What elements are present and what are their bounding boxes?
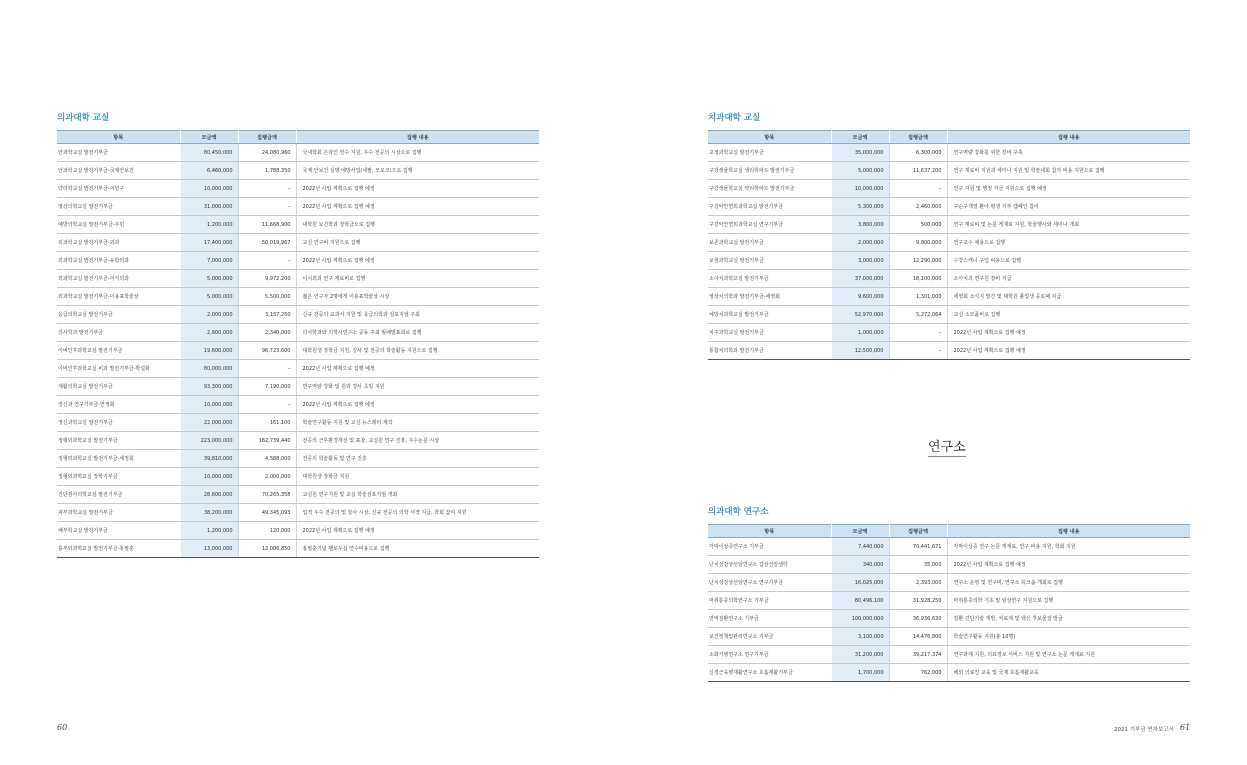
table-row <box>57 270 539 288</box>
spent-cell: 35,000 <box>889 556 947 574</box>
item-cell: 신경근육병재활연구소 호흡재활기부금 <box>708 664 831 682</box>
table-row <box>708 592 1190 610</box>
raised-cell: 5,300,000 <box>831 198 889 216</box>
raised-cell: 5,000,000 <box>180 288 238 306</box>
item-cell: 정형외과학교실 발전기부금-세정회 <box>57 450 180 468</box>
spent-cell: 161,100 <box>238 414 296 432</box>
spent-cell: 2,393,000 <box>889 574 947 592</box>
item-cell: 치주과학교실 발전기부금 <box>708 324 831 342</box>
table-row <box>57 216 539 234</box>
col-header-note: 집행 내용 <box>296 131 539 144</box>
note-cell: 전공의 근무환경개선 및 표창, 교실원 연구 진흥, 우수논문 시상 <box>296 432 539 450</box>
table-row <box>57 342 539 360</box>
item-cell: 난치성감상선암연구소 갑상선암센터 <box>708 556 831 574</box>
spent-cell: 162,739,440 <box>238 432 296 450</box>
spent-cell: 14,476,800 <box>889 628 947 646</box>
spent-cell: 39,217,374 <box>889 646 947 664</box>
table-row <box>57 324 539 342</box>
note-cell: 신규 전공의 교과서 지원 및 응급의학과 심포지엄 주최 <box>296 306 539 324</box>
col-header-item: 항목 <box>57 131 180 144</box>
spent-cell: 6,300,000 <box>889 144 947 162</box>
spent-cell: 2,000,000 <box>238 468 296 486</box>
table-row <box>708 216 1190 234</box>
spent-cell: 1,788,350 <box>238 162 296 180</box>
raised-cell: 7,440,000 <box>831 538 889 556</box>
section-title: 치과대학 교실 <box>708 113 761 123</box>
raised-cell: 28,600,000 <box>180 486 238 504</box>
spent-cell: – <box>889 180 947 198</box>
spent-cell: 4,588,000 <box>238 450 296 468</box>
raised-cell: 2,600,000 <box>180 324 238 342</box>
spent-cell: 1,301,000 <box>889 288 947 306</box>
item-cell: 예방의학교실 발전기부금-우민 <box>57 216 180 234</box>
note-cell: 대학원생 장학금 지원, 강사 및 전공의 학술활동 지원으로 집행 <box>296 342 539 360</box>
spent-cell: 31,928,250 <box>889 592 947 610</box>
item-cell: 피부과학교실 발전기부금 <box>57 504 180 522</box>
col-header-spent: 집행금액 <box>238 131 296 144</box>
table-row <box>708 538 1190 556</box>
raised-cell: 19,600,000 <box>180 342 238 360</box>
research-institutes-table <box>708 524 1190 682</box>
spent-cell: 9,800,000 <box>889 234 947 252</box>
spent-cell: – <box>238 252 296 270</box>
note-cell: 2022년 사업 계획으로 집행 예정 <box>296 198 539 216</box>
table-row <box>708 180 1190 198</box>
note-cell: 2022년 사업 계획으로 집행 예정 <box>947 342 1190 360</box>
table-row <box>708 324 1190 342</box>
table-row <box>57 414 539 432</box>
table-row <box>708 252 1190 270</box>
table-row <box>708 198 1190 216</box>
raised-cell: 22,000,000 <box>180 414 238 432</box>
table-row <box>708 270 1190 288</box>
col-header-note: 집행 내용 <box>947 131 1190 144</box>
note-cell: 2022년 사업 계획으로 집행 예정 <box>947 324 1190 342</box>
note-cell: 홍필훈기념 펠로우십 연수비용으로 집행 <box>296 540 539 558</box>
raised-cell: 10,000,000 <box>180 180 238 198</box>
spent-cell: 500,000 <box>889 216 947 234</box>
item-cell: 흉부외과학교실 발전기부금-홍필훈 <box>57 540 180 558</box>
item-cell: 보건정책및관리연구소 기부금 <box>708 628 831 646</box>
medical-school-departments-section <box>57 113 539 558</box>
note-cell: 연구역량 강화를 위한 장비 구축 <box>947 144 1190 162</box>
note-cell: 2022년 사업 계획으로 집행 예정 <box>296 522 539 540</box>
item-cell: 외과학교실 발전기부금-이용표학술상 <box>57 288 180 306</box>
raised-cell: 17,400,000 <box>180 234 238 252</box>
item-cell: 약리학교실 발전기부금-이민구 <box>57 180 180 198</box>
spent-cell: 18,100,000 <box>889 270 947 288</box>
table-row <box>57 378 539 396</box>
note-cell: 교실 소모품비로 집행 <box>947 306 1190 324</box>
raised-cell: 13,000,000 <box>180 540 238 558</box>
item-cell: 마취통증의학연구소 기부금 <box>708 592 831 610</box>
raised-cell: 80,450,000 <box>180 144 238 162</box>
note-cell: 대학원 보건학과 장학금으로 집행 <box>296 216 539 234</box>
spent-cell: 70,265,358 <box>238 486 296 504</box>
table-row <box>57 252 539 270</box>
raised-cell: 1,200,000 <box>180 522 238 540</box>
spent-cell: 24,080,960 <box>238 144 296 162</box>
section-title: 의과대학 연구소 <box>708 507 769 517</box>
note-cell: 구순구개열 환아 평생 기부 캠페인 참여 <box>947 198 1190 216</box>
table-row <box>708 664 1190 682</box>
item-cell: 구강악안면외과학교실 연구기부금 <box>708 216 831 234</box>
note-cell: 소아치과 연구원 장비 지급 <box>947 270 1190 288</box>
note-cell: 2022년 사업 계획으로 집행 예정 <box>296 252 539 270</box>
raised-cell: 10,000,000 <box>831 180 889 198</box>
note-cell: 학술연구활동 지원(총 10명) <box>947 628 1190 646</box>
note-cell: 국내학회 온라인 연수 지원, 우수 전공의 시상으로 집행 <box>296 144 539 162</box>
note-cell: 마취통증의학 기초 및 임상연구 지원으로 집행 <box>947 592 1190 610</box>
note-cell: 이식외과 연구 재료비로 집행 <box>296 270 539 288</box>
table-row <box>57 432 539 450</box>
spent-cell: 120,000 <box>238 522 296 540</box>
spent-cell: 2,460,000 <box>889 198 947 216</box>
note-cell: 2022년 사업 계획으로 집행 예정 <box>296 396 539 414</box>
spent-cell: 2,340,000 <box>238 324 296 342</box>
raised-cell: 2,000,000 <box>180 306 238 324</box>
raised-cell: 10,000,000 <box>180 396 238 414</box>
spent-cell: 50,019,967 <box>238 234 296 252</box>
spent-cell: 5,500,000 <box>238 288 296 306</box>
col-header-spent: 집행금액 <box>889 131 947 144</box>
item-cell: 정형외과학교실 장학기부금 <box>57 468 180 486</box>
spent-cell: 70,441,671 <box>889 538 947 556</box>
col-header-note: 집행 내용 <box>947 525 1190 538</box>
raised-cell: 93,300,000 <box>180 378 238 396</box>
note-cell: 연구 재료비 지원과 세미나 지원 및 학술대회 참가 비용 지원으로 집행 <box>947 162 1190 180</box>
table-row <box>57 450 539 468</box>
note-cell: 연구 지원 및 행정 자금 지원으로 집행 예정 <box>947 180 1190 198</box>
medical-departments-table <box>57 130 539 558</box>
item-cell: 구강악안면외과학교실 발전기부금 <box>708 198 831 216</box>
section-title: 의과대학 교실 <box>57 113 110 123</box>
spent-cell: 12,290,000 <box>889 252 947 270</box>
raised-cell: 5,000,000 <box>831 162 889 180</box>
note-cell: 연구소 운영 및 연구비, 연구소 워크숍 개최로 집행 <box>947 574 1190 592</box>
raised-cell: 10,000,000 <box>180 468 238 486</box>
raised-cell: 16,025,000 <box>831 574 889 592</box>
item-cell: 안과학교실 발전기부금-국제안보건 <box>57 162 180 180</box>
raised-cell: 3,000,000 <box>831 252 889 270</box>
raised-cell: 1,700,000 <box>831 664 889 682</box>
raised-cell: 52,970,000 <box>831 306 889 324</box>
item-cell: 면역질환연구소 기부금 <box>708 610 831 628</box>
right-page <box>624 0 1247 765</box>
table-row <box>57 198 539 216</box>
note-cell: 2022년 사업 계획으로 집행 예정 <box>296 180 539 198</box>
note-cell: 각막이상증 연구 논문 게재료, 연구 비용 지원, 학회 지원 <box>947 538 1190 556</box>
spent-cell: – <box>238 198 296 216</box>
table-row <box>57 180 539 198</box>
note-cell: 연구과제 지원, 의료정보 서비스 지원 및 연구소 논문 게재료 지원 <box>947 646 1190 664</box>
raised-cell: 100,000,000 <box>831 610 889 628</box>
note-cell: 젊은 연구자 2명에게 이용표학술상 시상 <box>296 288 539 306</box>
item-cell: 난치성감상선암연구소 연구기부금 <box>708 574 831 592</box>
table-row <box>57 162 539 180</box>
raised-cell: 35,000,000 <box>831 144 889 162</box>
note-cell: 업적 우수 전공의 및 강사 시상, 신규 전공의 의학 서적 지급, 학회 참여 지원 <box>296 504 539 522</box>
spent-cell: 36,936,630 <box>889 610 947 628</box>
item-cell: 재활의학교실 발전기부금 <box>57 378 180 396</box>
spent-cell: 11,668,900 <box>238 216 296 234</box>
col-header-spent: 집행금액 <box>889 525 947 538</box>
item-cell: 교정과학교실 발전기부금 <box>708 144 831 162</box>
note-cell: 교실 연구비 지원으로 집행 <box>296 234 539 252</box>
spent-cell: 96,723,600 <box>238 342 296 360</box>
note-cell: 연구교수 채용으로 집행 <box>947 234 1190 252</box>
table-row <box>708 646 1190 664</box>
raised-cell: 31,000,000 <box>180 198 238 216</box>
item-cell: 외과학교실 발전기부금-이식외과 <box>57 270 180 288</box>
item-cell: 보존과학교실 발전기부금 <box>708 234 831 252</box>
spent-cell: 762,000 <box>889 664 947 682</box>
table-row <box>708 556 1190 574</box>
note-cell: 연구역량 강화 및 원외 강사 초빙 지원 <box>296 378 539 396</box>
spent-cell: – <box>889 324 947 342</box>
raised-cell: 80,496,100 <box>831 592 889 610</box>
table-row <box>708 306 1190 324</box>
table-row <box>57 144 539 162</box>
item-cell: 통합치의학과 발전기부금 <box>708 342 831 360</box>
raised-cell: 2,000,000 <box>831 234 889 252</box>
spent-cell: 12,006,850 <box>238 540 296 558</box>
table-row <box>708 162 1190 180</box>
col-header-raised: 모금액 <box>831 131 889 144</box>
note-cell: 학술연구활동 지원 및 교실 뉴스레터 제작 <box>296 414 539 432</box>
raised-cell: 39,810,000 <box>180 450 238 468</box>
item-cell: 의사학과 발전기부금 <box>57 324 180 342</box>
raised-cell: 1,200,000 <box>180 216 238 234</box>
raised-cell: 6,460,000 <box>180 162 238 180</box>
table-row <box>57 504 539 522</box>
medical-research-institutes-section <box>708 507 1190 682</box>
raised-cell: 9,600,000 <box>831 288 889 306</box>
item-cell: 이비인후과학교실 비과 발전기부금-박설화 <box>57 360 180 378</box>
item-cell: 예방치과학교실 발전기부금 <box>708 306 831 324</box>
table-row <box>57 288 539 306</box>
page-number-left: 60 <box>57 723 68 732</box>
raised-cell: 5,000,000 <box>180 270 238 288</box>
note-cell: 2022년 사업 계획으로 집행 예정 <box>947 556 1190 574</box>
note-cell: 의사학과와 의학사연구소 공동 주최 월례발표회로 집행 <box>296 324 539 342</box>
table-row <box>57 396 539 414</box>
raised-cell: 37,000,000 <box>831 270 889 288</box>
table-row <box>57 522 539 540</box>
item-cell: 정신과학교실 발전기부금 <box>57 414 180 432</box>
raised-cell: 7,000,000 <box>180 252 238 270</box>
table-row <box>708 574 1190 592</box>
raised-cell: 340,000 <box>831 556 889 574</box>
spent-cell: 11,637,200 <box>889 162 947 180</box>
research-institute-heading: 연구소 <box>928 436 966 457</box>
spent-cell: 9,972,200 <box>238 270 296 288</box>
table-row <box>57 540 539 558</box>
note-cell: 구강스캐너 구입 비용으로 집행 <box>947 252 1190 270</box>
spent-cell: 3,157,250 <box>238 306 296 324</box>
raised-cell: 1,000,000 <box>831 324 889 342</box>
note-cell: 교실원 연구지원 및 교실 학술심포지엄 개최 <box>296 486 539 504</box>
table-row <box>708 288 1190 306</box>
raised-cell: 80,000,000 <box>180 360 238 378</box>
raised-cell: 223,000,000 <box>180 432 238 450</box>
spent-cell: – <box>238 396 296 414</box>
raised-cell: 38,200,000 <box>180 504 238 522</box>
table-row <box>708 610 1190 628</box>
note-cell: 대학원생 장학금 지원 <box>296 468 539 486</box>
raised-cell: 3,800,000 <box>831 216 889 234</box>
note-cell: 세영회 소식지 발간 및 대학원 졸업생 공로패 지급 <box>947 288 1190 306</box>
left-page <box>0 0 623 765</box>
item-cell: 안과학교실 발전기부금 <box>57 144 180 162</box>
item-cell: 소화기병연구소 연구기부금 <box>708 646 831 664</box>
raised-cell: 31,200,000 <box>831 646 889 664</box>
col-header-item: 항목 <box>708 525 831 538</box>
item-cell: 각막이상증연구소 기부금 <box>708 538 831 556</box>
raised-cell: 3,100,000 <box>831 628 889 646</box>
item-cell: 영상의학교실 발전기부금 <box>57 198 180 216</box>
spent-cell: – <box>238 180 296 198</box>
item-cell: 영상치의학과 발전기부금-세영회 <box>708 288 831 306</box>
table-row <box>708 628 1190 646</box>
spent-cell: 5,272,064 <box>889 306 947 324</box>
note-cell: 연구 재료비 및 논문 게재료 지원, 학술행사와 세미나 개최 <box>947 216 1190 234</box>
item-cell: 진단검사의학교실 발전기부금 <box>57 486 180 504</box>
table-row <box>708 234 1190 252</box>
spent-cell: 49,345,093 <box>238 504 296 522</box>
item-cell: 소아치과학교실 발전기부금 <box>708 270 831 288</box>
note-cell: 해외 의료진 교육 및 국제 호흡재활교육 <box>947 664 1190 682</box>
item-cell: 구강생물학교실 생리학파트 발전기부금 <box>708 162 831 180</box>
note-cell: 2022년 사업 계획으로 집행 예정 <box>296 360 539 378</box>
table-row <box>57 234 539 252</box>
spent-cell: – <box>238 360 296 378</box>
item-cell: 응급의학교실 발전기부금 <box>57 306 180 324</box>
table-row <box>57 306 539 324</box>
item-cell: 외과학교실 발전기부금-외과 <box>57 234 180 252</box>
dental-departments-table <box>708 130 1190 360</box>
note-cell: 국제 안보건 실명 예방사업(네팔, 모로코)으로 집행 <box>296 162 539 180</box>
table-row <box>708 144 1190 162</box>
item-cell: 정신과 연구기부금-연정회 <box>57 396 180 414</box>
item-cell: 이비인후과학교실 발전기부금 <box>57 342 180 360</box>
item-cell: 외과학교실 발전기부금-유방외과 <box>57 252 180 270</box>
table-row <box>57 468 539 486</box>
item-cell: 정형외과학교실 발전기부금 <box>57 432 180 450</box>
spent-cell: – <box>889 342 947 360</box>
table-row <box>57 486 539 504</box>
dental-school-departments-section <box>708 113 1190 360</box>
col-header-raised: 모금액 <box>180 131 238 144</box>
note-cell: 질환 진단기술 개발, 치료제 및 백신 후보물질 발굴 <box>947 610 1190 628</box>
table-row <box>57 360 539 378</box>
item-cell: 보철과학교실 발전기부금 <box>708 252 831 270</box>
item-cell: 구강생물학교실 약리학파트 발전기부금 <box>708 180 831 198</box>
item-cell: 해부학교실 발전기부금 <box>57 522 180 540</box>
report-footer-label: 2021 기부금 연차보고서 <box>1114 727 1174 733</box>
col-header-item: 항목 <box>708 131 831 144</box>
page-number-right: 61 <box>1180 723 1191 732</box>
spent-cell: 7,190,000 <box>238 378 296 396</box>
raised-cell: 12,500,000 <box>831 342 889 360</box>
note-cell: 전공의 학술활동 및 연구 진흥 <box>296 450 539 468</box>
table-row <box>708 342 1190 360</box>
col-header-raised: 모금액 <box>831 525 889 538</box>
